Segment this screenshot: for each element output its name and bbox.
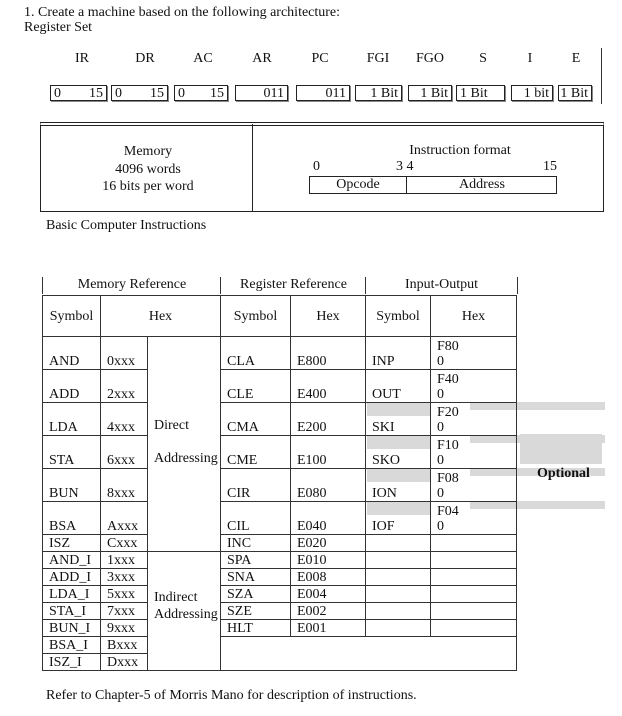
mem-symbol: LDA [43, 403, 101, 436]
mem-hex: 4xxx [101, 403, 148, 436]
direct-addressing-cell [148, 337, 221, 552]
io-hex-line1: F80 [437, 339, 459, 354]
optional-label: Optional [537, 466, 590, 481]
table-row [43, 620, 517, 637]
table-row [43, 637, 517, 654]
table-row [43, 502, 517, 535]
reg-symbol: CLA [221, 337, 291, 370]
table-row [43, 603, 517, 620]
table-row [43, 370, 517, 403]
instruction-table [42, 295, 517, 671]
register-bit-right: 1 Bit [420, 86, 448, 101]
empty-cell [366, 603, 431, 620]
io-hex-line1: F04 [437, 504, 459, 519]
register-box-s [456, 85, 505, 101]
reg-hex: E200 [291, 403, 366, 436]
header-symbol: Symbol [221, 296, 291, 337]
mem-hex: Cxxx [101, 535, 148, 552]
section-title: Basic Computer Instructions [46, 218, 207, 233]
bit-15: 15 [543, 159, 557, 174]
reg-hex: E002 [291, 603, 366, 620]
category-memory-reference: Memory Reference [42, 277, 221, 294]
header-symbol: Symbol [366, 296, 431, 337]
bit-3-4: 3 4 [396, 159, 414, 174]
empty-cell [366, 569, 431, 586]
reg-hex: E800 [291, 337, 366, 370]
category-input-output: Input-Output [365, 277, 518, 294]
empty-cell [221, 637, 517, 671]
mem-hex: 5xxx [101, 586, 148, 603]
mem-hex: Dxxx [101, 654, 148, 671]
empty-cell [366, 620, 431, 637]
mem-hex: 2xxx [101, 370, 148, 403]
io-hex-line1: F08 [437, 471, 459, 486]
register-label-fgi: FGI [366, 51, 390, 66]
mem-hex: Axxx [101, 502, 148, 535]
register-bit-left: 1 Bit [460, 86, 488, 101]
footer-note: Refer to Chapter-5 of Morris Mano for description of instructions. [46, 688, 417, 703]
io-symbol: ION [366, 469, 431, 502]
reg-hex: E010 [291, 552, 366, 569]
bit-0: 0 [313, 159, 320, 174]
divider [252, 124, 253, 212]
memory-bits: 16 bits per word [102, 179, 194, 194]
mem-symbol: STA [43, 436, 101, 469]
header-hex: Hex [101, 296, 221, 337]
mem-symbol: LDA_I [43, 586, 101, 603]
io-hex [431, 469, 517, 502]
memory-words: 4096 words [115, 161, 181, 177]
io-hex-line2: 0 [437, 453, 444, 468]
register-box-e [558, 85, 592, 101]
reg-hex: E004 [291, 586, 366, 603]
reg-hex: E080 [291, 469, 366, 502]
io-hex-line1: F20 [437, 405, 459, 420]
reg-hex: E001 [291, 620, 366, 637]
register-box-fgo [408, 85, 452, 101]
empty-cell [431, 620, 517, 637]
header-hex: Hex [291, 296, 366, 337]
io-hex [431, 502, 517, 535]
mem-symbol: BSA [43, 502, 101, 535]
memory-title: Memory [123, 144, 173, 159]
mem-symbol: ADD [43, 370, 101, 403]
register-bit-right: 1 Bit [560, 86, 588, 101]
register-bit-right: 15 [210, 86, 224, 101]
register-bit-right: 1 bit [523, 86, 549, 101]
table-row [43, 535, 517, 552]
io-hex-line2: 0 [437, 420, 444, 435]
reg-hex: E020 [291, 535, 366, 552]
empty-cell [366, 552, 431, 569]
io-hex [431, 370, 517, 403]
indirect-addressing-label: Addressing [154, 607, 218, 622]
reg-symbol: CME [221, 436, 291, 469]
register-label-s: S [479, 51, 487, 66]
register-bit-left: 0 [54, 86, 61, 101]
indirect-label: Indirect [154, 590, 198, 605]
mem-hex: 9xxx [101, 620, 148, 637]
io-symbol: OUT [366, 370, 431, 403]
register-bit-right: 15 [150, 86, 164, 101]
mem-hex: 6xxx [101, 436, 148, 469]
register-box-ir [50, 85, 107, 101]
reg-hex: E400 [291, 370, 366, 403]
register-label-dr: DR [135, 51, 155, 66]
empty-cell [431, 535, 517, 552]
mem-symbol: ADD_I [43, 569, 101, 586]
reg-symbol: SNA [221, 569, 291, 586]
io-symbol: SKI [366, 403, 431, 436]
register-label-e: E [571, 51, 581, 66]
register-box-fgi [355, 85, 402, 101]
gray-bar [520, 434, 602, 464]
register-bit-left: 0 [178, 86, 185, 101]
reg-symbol: SPA [221, 552, 291, 569]
register-box-i [511, 85, 553, 101]
empty-cell [431, 603, 517, 620]
reg-hex: E008 [291, 569, 366, 586]
mem-symbol: ISZ [43, 535, 101, 552]
empty-cell [431, 569, 517, 586]
direct-addressing-label: Addressing [154, 451, 218, 466]
register-box-dr [111, 85, 168, 101]
register-bit-right: 011 [263, 86, 284, 101]
mem-hex: 8xxx [101, 469, 148, 502]
mem-symbol: ISZ_I [43, 654, 101, 671]
io-hex-line2: 0 [437, 354, 444, 369]
table-row [43, 403, 517, 436]
io-hex-line1: F40 [437, 372, 459, 387]
direct-label: Direct [154, 418, 189, 433]
empty-cell [431, 552, 517, 569]
io-hex-line1: F10 [437, 438, 459, 453]
register-bit-right: 011 [325, 86, 346, 101]
register-set-label: Register Set [24, 20, 93, 35]
instruction-format-box [309, 176, 557, 194]
empty-cell [431, 586, 517, 603]
category-register-reference: Register Reference [220, 277, 366, 294]
mem-hex: 3xxx [101, 569, 148, 586]
register-bit-right: 1 Bit [370, 86, 398, 101]
reg-symbol: HLT [221, 620, 291, 637]
io-symbol: INP [366, 337, 431, 370]
io-hex-line2: 0 [437, 387, 444, 402]
register-bit-left: 0 [115, 86, 122, 101]
reg-symbol: CIR [221, 469, 291, 502]
mem-symbol: AND [43, 337, 101, 370]
reg-symbol: CMA [221, 403, 291, 436]
reg-hex: E040 [291, 502, 366, 535]
register-bit-right: 15 [89, 86, 103, 101]
table-row [43, 337, 517, 370]
register-box-ar [235, 85, 288, 101]
io-symbol: IOF [366, 502, 431, 535]
empty-cell [366, 535, 431, 552]
io-symbol: SKO [366, 436, 431, 469]
heading: 1. Create a machine based on the following architecture: [24, 5, 341, 20]
table-row [43, 469, 517, 502]
register-label-i: I [527, 51, 533, 66]
mem-symbol: AND_I [43, 552, 101, 569]
mem-symbol: STA_I [43, 603, 101, 620]
register-label-fgo: FGO [415, 51, 444, 66]
header-row [43, 296, 517, 337]
table-row [43, 586, 517, 603]
header-symbol: Symbol [43, 296, 101, 337]
reg-symbol: SZA [221, 586, 291, 603]
divider [601, 48, 602, 104]
register-label-pc: PC [311, 51, 329, 66]
mem-hex: 7xxx [101, 603, 148, 620]
table-row [43, 436, 517, 469]
mem-symbol: BUN_I [43, 620, 101, 637]
mem-symbol: BUN [43, 469, 101, 502]
reg-symbol: CLE [221, 370, 291, 403]
mem-hex: 0xxx [101, 337, 148, 370]
mem-hex: 1xxx [101, 552, 148, 569]
header-hex: Hex [431, 296, 517, 337]
register-label-ar: AR [252, 51, 272, 66]
instruction-format-title: Instruction format [409, 143, 511, 158]
io-hex [431, 403, 517, 436]
table-row [43, 569, 517, 586]
reg-symbol: CIL [221, 502, 291, 535]
mem-symbol: BSA_I [43, 637, 101, 654]
register-box-pc [296, 85, 350, 101]
indirect-addressing-cell [148, 552, 221, 671]
reg-symbol: INC [221, 535, 291, 552]
register-label-ir: IR [75, 51, 89, 66]
empty-cell [366, 586, 431, 603]
table-row [43, 552, 517, 569]
address-field: Address [459, 177, 505, 192]
io-hex [431, 436, 517, 469]
io-hex-line2: 0 [437, 519, 444, 534]
opcode-field: Opcode [310, 177, 407, 193]
mem-hex: Bxxx [101, 637, 148, 654]
register-box-ac [174, 85, 228, 101]
reg-hex: E100 [291, 436, 366, 469]
register-label-ac: AC [193, 51, 213, 66]
reg-symbol: SZE [221, 603, 291, 620]
memory-description [60, 143, 236, 196]
io-hex-line2: 0 [437, 486, 444, 501]
io-hex [431, 337, 517, 370]
